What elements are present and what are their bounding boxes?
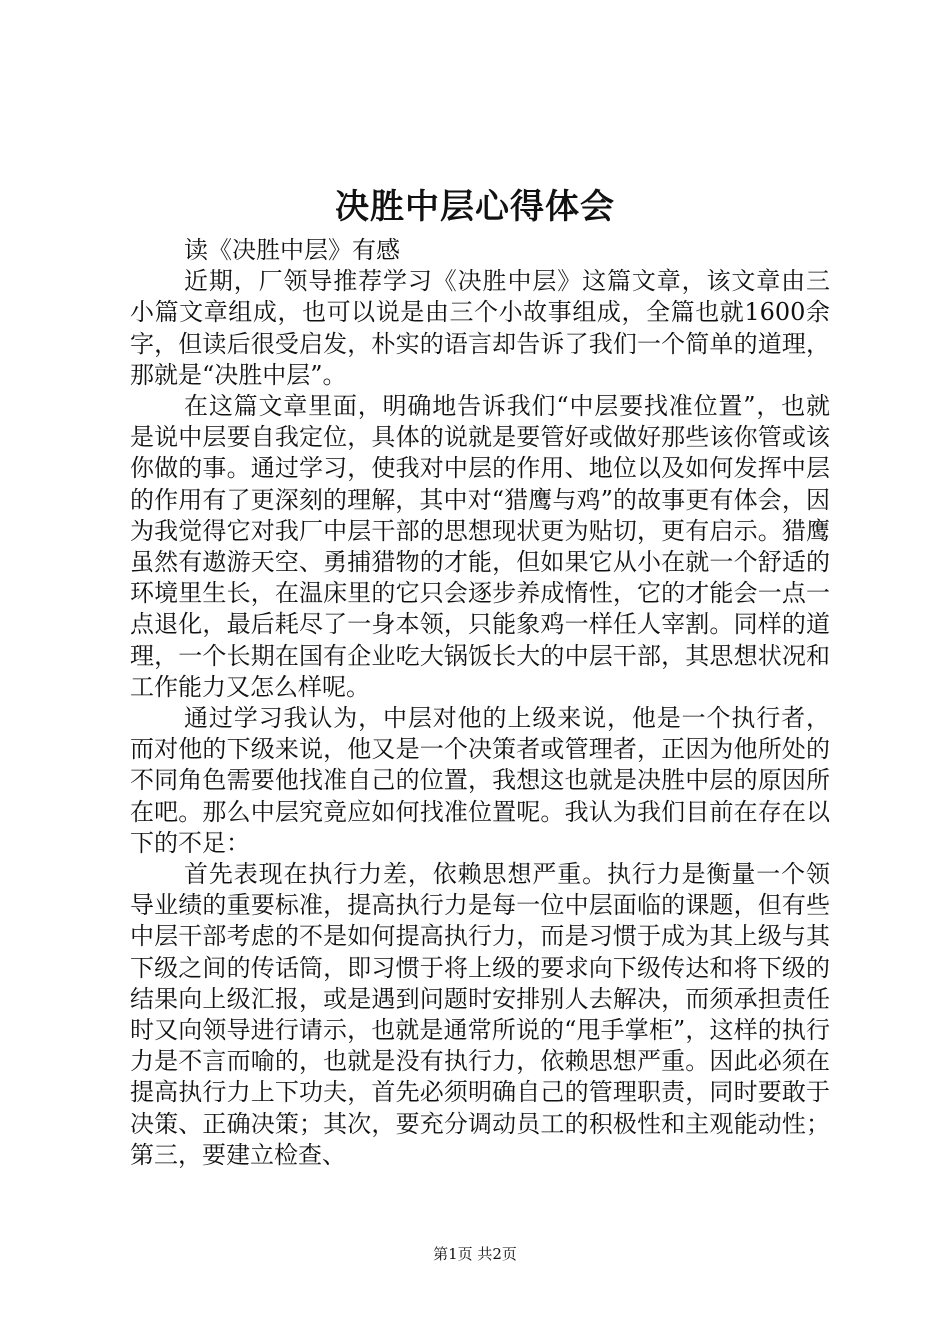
body-paragraph: 近期，厂领导推荐学习《决胜中层》这篇文章，该文章由三小篇文章组成，也可以说是由三个小故事组成，全篇也就1600余字，但读后很受启发，朴实的语言却告诉了我们一个简单的道理，那就是“决胜中层”。	[130, 267, 830, 389]
body-paragraph: 在这篇文章里面，明确地告诉我们“中层要找准位置”，也就是说中层要自我定位，具体的说就是要管好或做好那些该你管或该你做的事。通过学习，使我对中层的作用、地位以及如何发挥中层的作用有了更深刻的理解，其中对“猎鹰与鸡”的故事更有体会，因为我觉得它对我厂中层干部的思想现状更为贴切，更有启示。猎鹰虽然有遨游天空、勇捕猎物的才能，但如果它从小在就一个舒适的环境里生长，在温床里的它只会逐步养成惰性，它的才能会一点一点退化，最后耗尽了一身本领，只能象鸡一样任人宰割。同样的道理，一个长期在国有企业吃大锅饭长大的中层干部，其思想状况和工作能力又怎么样呢。	[130, 392, 830, 701]
subtitle-paragraph: 读《决胜中层》有感	[184, 236, 400, 264]
page-number-footer: 第1页 共2页	[433, 1245, 517, 1263]
body-paragraph: 首先表现在执行力差，依赖思想严重。执行力是衡量一个领导业绩的重要标准，提高执行力是每一位中层面临的课题，但有些中层干部考虑的不是如何提高执行力，而是习惯于成为其上级与其下级之间的传话筒，即习惯于将上级的要求向下级传达和将下级的结果向上级汇报，或是遇到问题时安排别人去解决，而须承担责任时又向领导进行请示，也就是通常所说的“甩手掌柜”，这样的执行力是不言而喻的，也就是没有执行力，依赖思想严重。因此必须在提高执行力上下功夫，首先必须明确自己的管理职责，同时要敢于决策、正确决策；其次，要充分调动员工的积极性和主观能动性；第三，要建立检查、	[130, 860, 830, 1169]
document-title: 决胜中层心得体会	[335, 187, 615, 227]
body-paragraph: 通过学习我认为，中层对他的上级来说，他是一个执行者，而对他的下级来说，他又是一个决策者或管理者，正因为他所处的不同角色需要他找准自己的位置，我想这也就是决胜中层的原因所在吧。那么中层究竟应如何找准位置呢。我认为我们目前在存在以下的不足：	[130, 704, 830, 857]
document-body	[130, 235, 830, 1171]
